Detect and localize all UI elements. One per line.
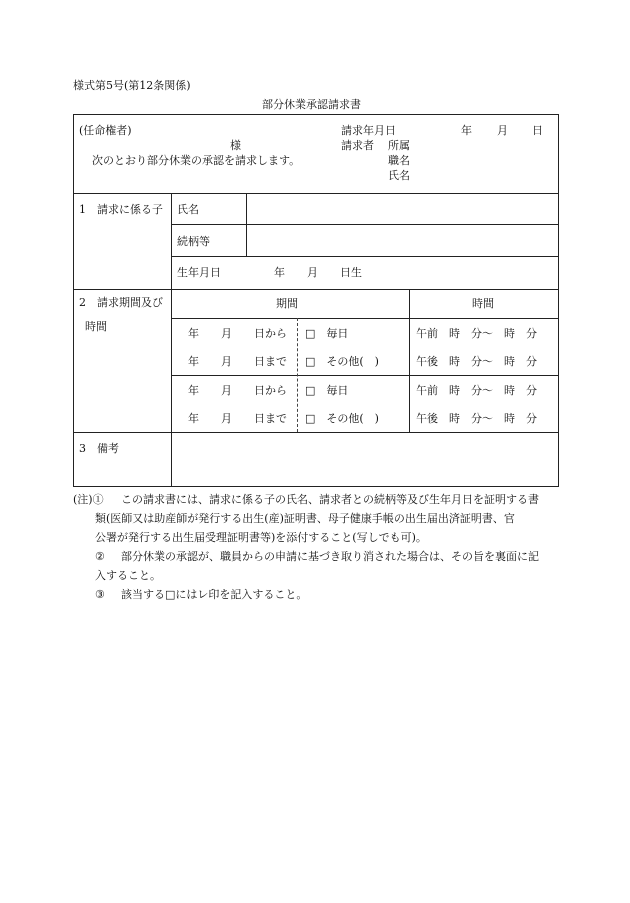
child-name-label: 氏名 bbox=[177, 203, 199, 216]
requester-label: 請求者 bbox=[341, 139, 374, 152]
section1-label: 1 請求に係る子 bbox=[79, 203, 163, 216]
every-day-checkbox-2[interactable]: □ 毎日 bbox=[305, 384, 349, 397]
rule-section2-bottom bbox=[73, 432, 559, 433]
form-number: 様式第5号(第12条関係) bbox=[73, 79, 191, 92]
am-time-2: 午前 時 分～ 時 分 bbox=[416, 384, 537, 397]
every-day-checkbox-1[interactable]: □ 毎日 bbox=[305, 327, 349, 340]
name-label: 氏名 bbox=[388, 169, 410, 182]
section3-label: 3 備考 bbox=[79, 442, 119, 455]
appointer-label: (任命権者) bbox=[79, 124, 132, 137]
note2-prefix: ② bbox=[95, 550, 105, 563]
note1-prefix: (注)① bbox=[73, 493, 104, 506]
period-from-2: 年 月 日から bbox=[188, 384, 287, 397]
date-year: 年 bbox=[461, 124, 472, 137]
form-title: 部分休業承認請求書 bbox=[262, 98, 361, 111]
other-checkbox-2[interactable]: □ その他( ) bbox=[305, 412, 379, 425]
date-day: 日 bbox=[532, 124, 543, 137]
note1-line2: 類(医師又は助産師が発行する出生(産)証明書、母子健康手帳の出生届出済証明書、官 bbox=[95, 512, 515, 525]
rule-name-row bbox=[171, 224, 559, 225]
affiliation-label: 所属 bbox=[388, 139, 410, 152]
rule-time-column bbox=[409, 289, 410, 433]
section2-label: 2 請求期間及び bbox=[79, 296, 163, 309]
relation-label: 続柄等 bbox=[177, 235, 210, 248]
dob-label: 生年月日 bbox=[177, 266, 221, 279]
note3-line1: 該当する□にはレ印を記入すること。 bbox=[121, 588, 308, 601]
period-from-1: 年 月 日から bbox=[188, 327, 287, 340]
honorific: 様 bbox=[230, 139, 241, 152]
note2-line2: 入すること。 bbox=[95, 569, 161, 582]
time-header: 時間 bbox=[472, 297, 494, 310]
rule-header-bottom bbox=[73, 193, 559, 194]
other-checkbox-1[interactable]: □ その他( ) bbox=[305, 355, 379, 368]
rule-period-header bbox=[171, 318, 559, 319]
section2-label-line2: 時間 bbox=[85, 320, 107, 333]
note3-prefix: ③ bbox=[95, 588, 105, 601]
rule-label-column bbox=[171, 193, 172, 487]
rule-block-divider bbox=[171, 375, 559, 376]
request-date-label: 請求年月日 bbox=[341, 124, 396, 137]
note1-line1: この請求書には、請求に係る子の氏名、請求者との続柄等及び生年月日を証明する書 bbox=[121, 493, 539, 506]
rule-dashed-divider bbox=[297, 318, 298, 432]
note1-line3: 公署が発行する出生届受理証明書等)を添付すること(写しでも可)。 bbox=[95, 531, 427, 544]
period-to-1: 年 月 日まで bbox=[188, 355, 287, 368]
rule-field-column bbox=[246, 193, 247, 257]
date-month: 月 bbox=[497, 124, 508, 137]
period-to-2: 年 月 日まで bbox=[188, 412, 287, 425]
pm-time-1: 午後 時 分～ 時 分 bbox=[416, 355, 537, 368]
period-header: 期間 bbox=[276, 297, 298, 310]
dob-value: 年 月 日生 bbox=[274, 266, 362, 279]
request-text: 次のとおり部分休業の承認を請求します。 bbox=[92, 154, 301, 167]
rule-relation-row bbox=[171, 256, 559, 257]
position-label: 職名 bbox=[388, 154, 410, 167]
rule-section1-bottom bbox=[73, 289, 559, 290]
pm-time-2: 午後 時 分～ 時 分 bbox=[416, 412, 537, 425]
note2-line1: 部分休業の承認が、職員からの申請に基づき取り消された場合は、その旨を裏面に記 bbox=[121, 550, 539, 563]
am-time-1: 午前 時 分～ 時 分 bbox=[416, 327, 537, 340]
